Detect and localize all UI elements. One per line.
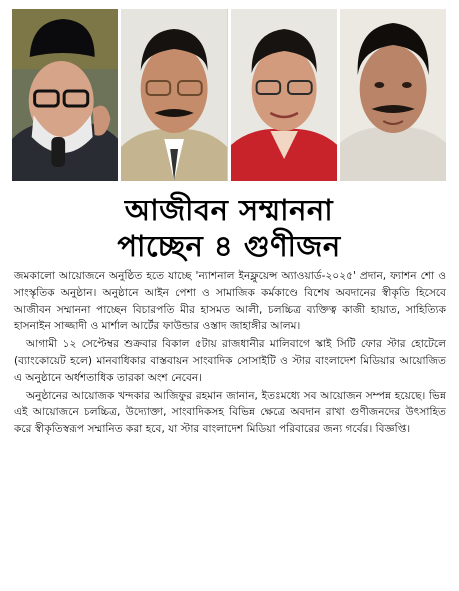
- photo-strip: [12, 9, 446, 181]
- headline: [12, 192, 446, 264]
- headline-line-1: আজীবন সম্মাননা: [124, 193, 334, 227]
- portrait-1: [12, 9, 118, 181]
- portrait-1-image: [12, 9, 118, 181]
- portrait-3: [231, 9, 337, 181]
- paragraph-2: আগামী ১২ সেপ্টেম্বর শুক্রবার বিকাল ৫টায় রাজধানীর মালিবাগে স্কাই সিটি ফোর স্টার হোটেলে (ব্যাংকোয়েট হলে) মানবাধিকার বাস্তবায়ন সাংবাদিক সোসাইটি ও স্টার বাংলাদেশ মিডিয়ার আয়োজিত এ অনুষ্ঠানে অর্ধশতাধিক তারকা অংশ নেবেন।: [14, 338, 446, 384]
- paragraph-1: জমকালো আয়োজনে অনুষ্ঠিত হতে যাচ্ছে 'ন্যাশনাল ইনফ্লুয়েন্স অ্যাওয়ার্ড-২০২৫' প্রদান, ফ্যাশন শো ও সাংস্কৃতিক অনুষ্ঠান। অনুষ্ঠানে আইন পেশা ও সামাজিক কর্মকাণ্ডে বিশেষ অবদানের স্বীকৃতি হিসেবে আজীবন সম্মাননা পাচ্ছেন বিচারপতি মীর হাসমত আলী, চলচ্চিত্র ব্যক্তিত্ব কাজী হায়াত, সাহিত্যিক হাসনাইন সাজ্জাদী ও মার্শাল আর্টের ফাউন্ডার ওস্তাদ জাহাঙ্গীর আলম।: [14, 270, 446, 333]
- portrait-4: [340, 9, 446, 181]
- portrait-2-image: [121, 9, 227, 181]
- paragraph-3: অনুষ্ঠানের আয়োজক খন্দকার আজিফুর রহমান জানান, ইতঃমধ্যে সব আয়োজন সম্পন্ন হয়েছে। ভিন্ন এই আয়োজনে চলচ্চিত্র, উদ্যোক্তা, সাংবাদিকসহ বিভিন্ন ক্ষেত্রে অবদান রাখা গুণীজনদের উৎসাহিত করে স্বীকৃতিস্বরূপ সম্মানিত করা হবে, যা স্টার বাংলাদেশ মিডিয়া পরিবারের জন্য গর্বের। বিজ্ঞপ্তি।: [14, 389, 446, 436]
- article-body: [14, 268, 446, 438]
- portrait-2: [121, 9, 227, 181]
- portrait-3-image: [231, 9, 337, 181]
- headline-line-2: পাচ্ছেন ৪ গুণীজন: [117, 229, 341, 263]
- portrait-4-image: [340, 9, 446, 181]
